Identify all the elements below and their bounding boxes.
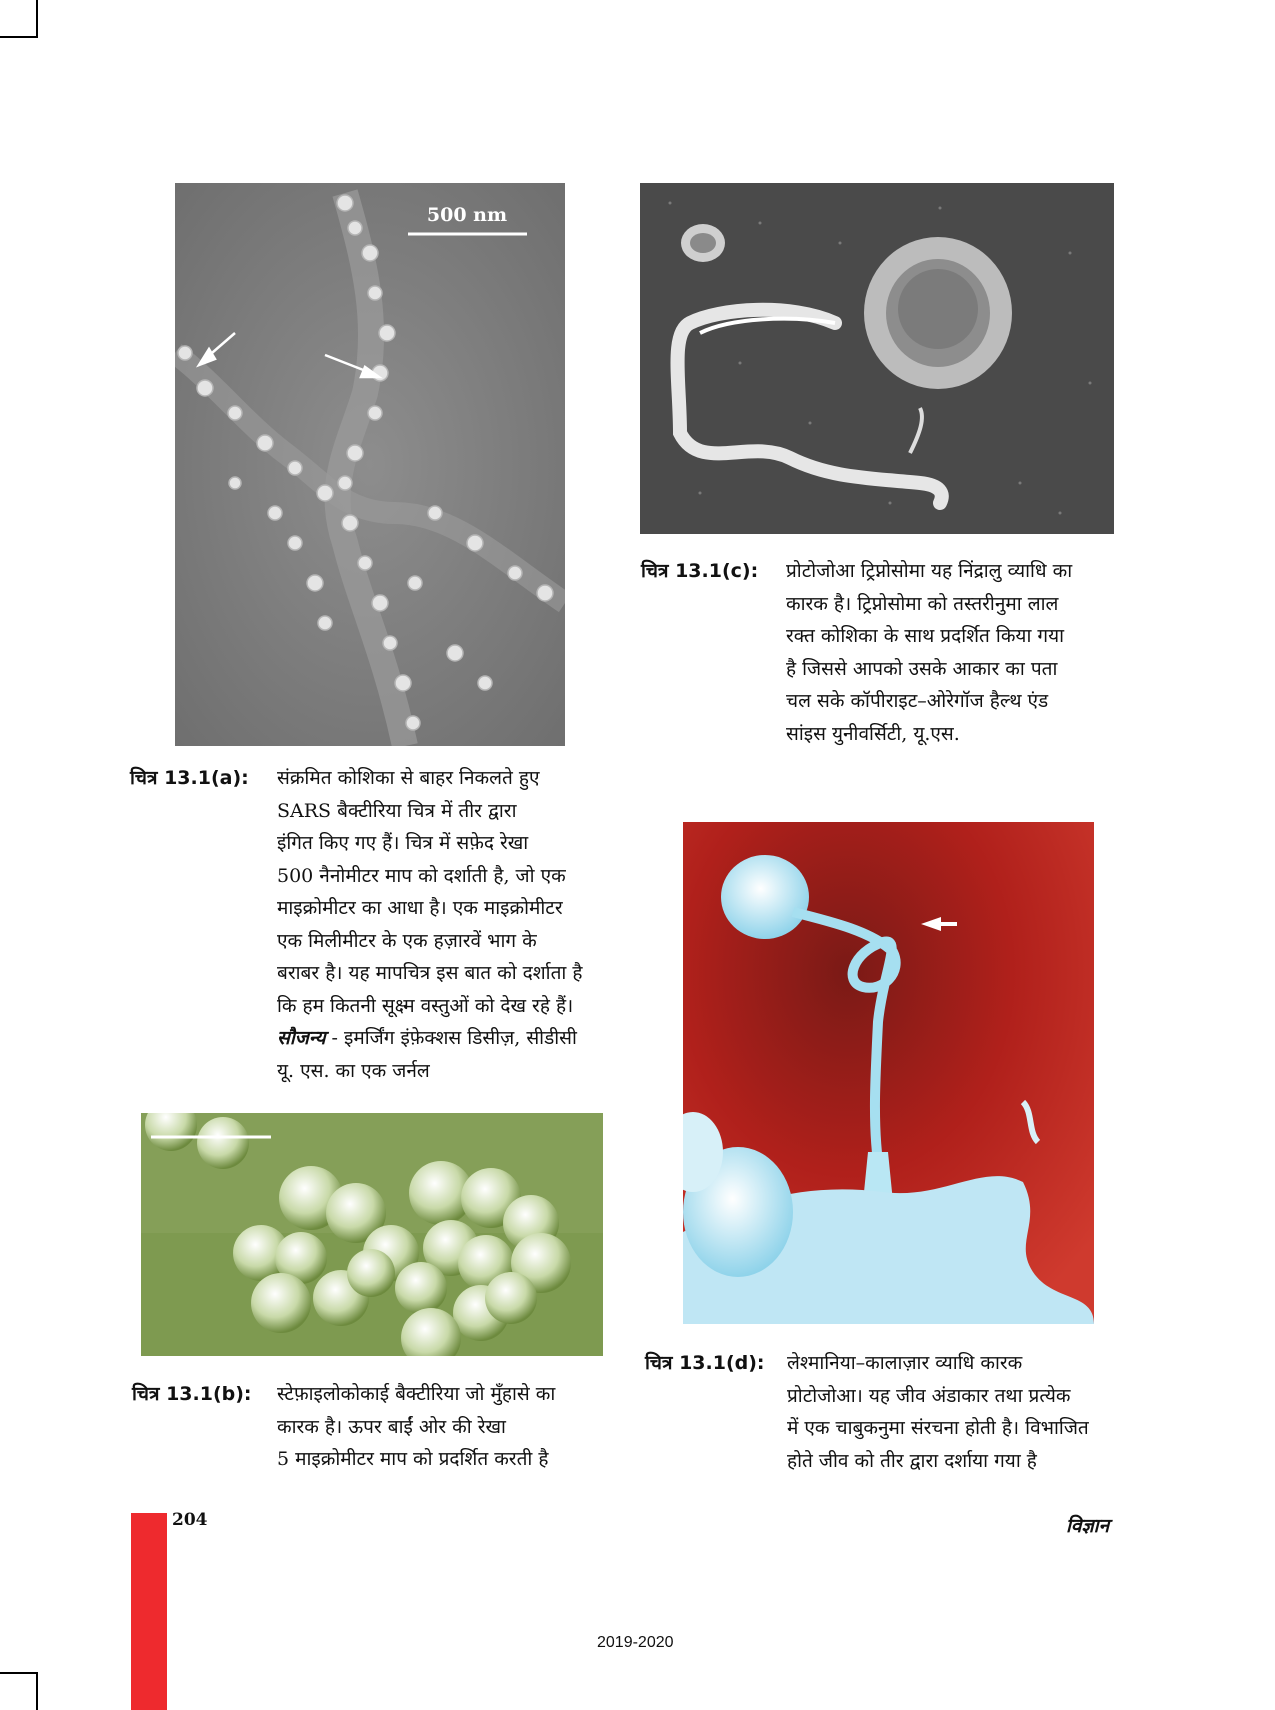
caption-line: 5 माइक्रोमीटर माप को प्रदर्शित करती है	[277, 1448, 549, 1470]
figure-a-micrograph	[175, 183, 565, 746]
caption-line: माइक्रोमीटर का आधा है। एक माइक्रोमीटर	[277, 897, 563, 919]
figure-b-text	[277, 1378, 606, 1476]
caption-line: में एक चाबुकनुमा संरचना होती है। विभाजित	[787, 1417, 1089, 1439]
caption-line: कि हम कितनी सूक्ष्म वस्तुओं को देख रहे हैं।	[277, 994, 574, 1017]
caption-line: रक्त कोशिका के साथ प्रदर्शित किया गया	[786, 625, 1065, 647]
credit-keyword: सौजन्य	[277, 1027, 326, 1049]
caption-line: कारक है। ट्रिप्नोसोमा को तस्तरीनुमा लाल	[786, 592, 1059, 615]
caption-line: इंगित किए गए हैं। चित्र में सफ़ेद रेखा	[277, 832, 529, 854]
subject-title: विज्ञान	[1066, 1515, 1110, 1537]
caption-line: कारक है। ऊपर बाईं ओर की रेखा	[277, 1415, 506, 1438]
caption-line: चल सके कॉपीराइट–ओरेगॉज हैल्थ एंड	[786, 690, 1049, 712]
caption-line: लेश्मानिया–कालाज़ार व्याधि कारक	[787, 1352, 1023, 1374]
caption-line: प्रोटोजोआ ट्रिप्नोसोमा यह निंद्रालु व्याधि का	[786, 560, 1073, 582]
figure-c-caption	[641, 555, 1115, 755]
figure-d-text	[787, 1347, 1115, 1477]
caption-line: सांइस युनीवर्सिटी, यू.एस.	[786, 722, 960, 745]
figure-a-text	[277, 762, 605, 1087]
crop-mark-top-left-v	[36, 0, 38, 38]
credit-text: - इमर्जिंग इंफ़ेक्शस डिसीज़, सीडीसी	[325, 1027, 577, 1049]
caption-line: संक्रमित कोशिका से बाहर निकलते हुए	[277, 767, 540, 789]
figure-a-label: चित्र 13.1(a):	[130, 767, 249, 789]
figure-d-micrograph	[683, 822, 1094, 1324]
figure-c-label: चित्र 13.1(c):	[641, 560, 759, 582]
figure-c-text	[786, 555, 1115, 750]
figure-a-scale-label: 500 nm	[426, 204, 508, 226]
figure-d-caption	[645, 1347, 1115, 1487]
caption-line: प्रोटोजोआ। यह जीव अंडाकार तथा प्रत्येक	[787, 1384, 1071, 1407]
page-number: 204	[172, 1510, 208, 1530]
caption-line: स्टेफ़ाइलोकोकाई बैक्टीरिया जो मुँहासे का	[277, 1383, 556, 1405]
edition-year: 2019-2020	[597, 1634, 674, 1651]
caption-line: होते जीव को तीर द्वारा दर्शाया गया है	[787, 1449, 1037, 1472]
caption-line: है जिससे आपको उसके आकार का पता	[786, 657, 1058, 680]
figure-b-label: चित्र 13.1(b):	[132, 1383, 252, 1405]
caption-line: 500 नैनोमीटर माप को दर्शाती है, जो एक	[277, 864, 566, 887]
figure-b-micrograph	[141, 1113, 603, 1356]
figure-c-micrograph	[640, 183, 1114, 534]
caption-line: यू. एस. का एक जर्नल	[277, 1059, 430, 1082]
caption-line: SARS बैक्टीरिया चित्र में तीर द्वारा	[277, 799, 517, 822]
crop-mark-top-left-h	[0, 36, 38, 38]
figure-b-caption	[132, 1378, 606, 1478]
figure-a-caption	[130, 762, 606, 1092]
page-margin-bar	[131, 1513, 167, 1710]
crop-mark-bottom-left-v	[36, 1672, 38, 1710]
figure-d-label: चित्र 13.1(d):	[645, 1352, 765, 1374]
caption-line: एक मिलीमीटर के एक हज़ारवें भाग के	[277, 929, 537, 952]
crop-mark-bottom-left-h	[0, 1672, 38, 1674]
caption-credit-line	[277, 1022, 605, 1055]
caption-line: बराबर है। यह मापचित्र इस बात को दर्शाता है	[277, 962, 583, 984]
